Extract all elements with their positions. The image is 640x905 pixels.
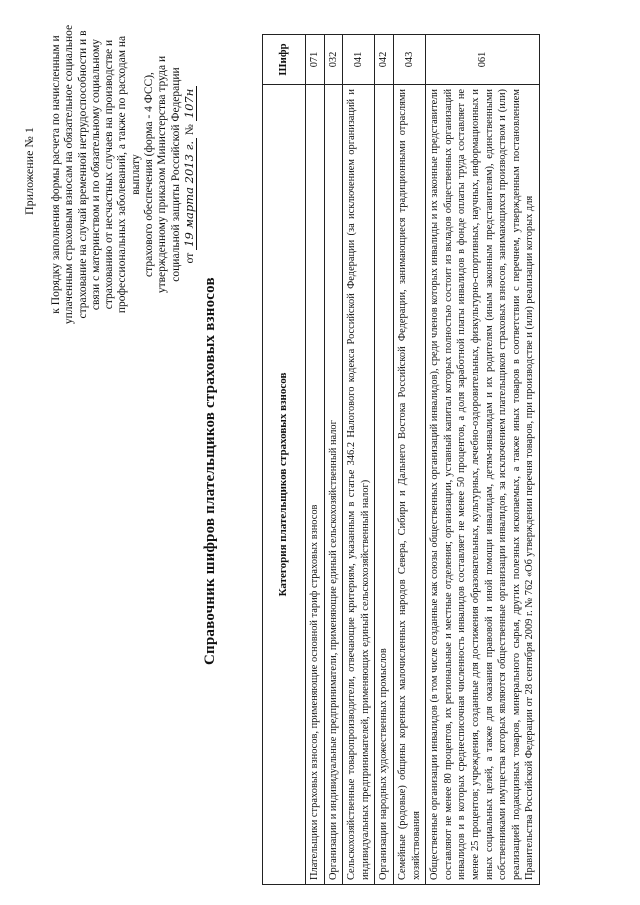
handwritten-date: 19 марта 2013 г.: [183, 138, 197, 250]
code-header: Шифр: [263, 35, 306, 85]
handwritten-number: 107н: [183, 86, 197, 122]
code-cell: 041: [343, 35, 375, 85]
appendix-line: страхового обеспечения (форма - 4 ФСС),: [143, 72, 156, 277]
table-row: [306, 35, 325, 885]
table-row: [324, 35, 343, 885]
appendix-reference: [50, 22, 197, 327]
appendix-line: уплаченным страховым взносам на обязательное социальное: [63, 24, 76, 325]
appendix-title: Приложение № 1: [22, 127, 36, 215]
table-row: [375, 35, 394, 885]
category-header: Категория плательщиков страховых взносов: [263, 85, 306, 885]
appendix-line: страхование на случай временной нетрудоспособности и в: [76, 30, 89, 319]
code-cell: 043: [393, 35, 425, 85]
appendix-line: профессиональных заболеваний, а также по расходам на выплату: [116, 35, 142, 314]
document-title: Справочник шифров плательщиков страховых взносов: [202, 277, 218, 665]
category-cell: Плательщики страховых взносов, применяющие основной тариф страховых взносов: [306, 85, 325, 885]
code-cell: 071: [306, 35, 325, 85]
date-prefix: от: [183, 252, 196, 264]
appendix-line: страхованию от несчастных случаев на производстве и: [103, 39, 116, 310]
category-cell: Организации народных художественных промыслов: [375, 85, 394, 885]
payer-code-table: [262, 34, 540, 885]
appendix-line: социальной защиты Российской Федерации: [169, 67, 182, 282]
code-cell: 042: [375, 35, 394, 85]
category-cell: Организации и индивидуальные предприниматели, применяющие единый сельскохозяйственный налог: [324, 85, 343, 885]
appendix-line: утвержденному приказом Министерства труда и: [156, 55, 169, 294]
category-cell: Общественные организации инвалидов (в том числе созданные как союзы общественных организаций инвалидов), среди членов которых инвалиды и их законные представители составляют не менее 80 процентов, их региональные и местные отделения; организации, уставный капитал которых полностью состоит из вкладов общественных организаций инвалидов и в которых среднесписочная численность инвалидов составляет не менее 50 процентов, а доля заработной платы инвалидов в фонде оплаты труда составляет не менее 25 процентов; учреждения, созданные для достижения образовательных, культурных, лечебно-оздоровительных, физкультурно-спортивных, научных, информационных и иных социальных целей, а также для оказания правовой и иной помощи инвалидам, детям-инвалидам и их родителям (иным законным представителям), единственными собственниками имущества которых являются общественные организации инвалидов, за исключением плательщиков страховых взносов, занимающихся производством и (или) реализацией подакцизных товаров, минерального сырья, других полезных ископаемых, а также иных товаров в соответствии с перечнем, утвержденным постановлением Правительства Российской Федерации от 28 сентября 2009 г. № 762 «Об утверждении перечня товаров, при производстве и (или) реализации которых для: [426, 85, 540, 885]
appendix-line: к Порядку заполнения формы расчета по начисленным и: [50, 35, 62, 314]
category-cell: Семейные (родовые) общины коренных малочисленных народов Севера, Сибири и Дальнего Востока Российской Федерации, занимающиеся традиционными отраслями хозяйствования: [393, 85, 425, 885]
table-row: [426, 35, 540, 885]
table-header-row: [263, 35, 306, 885]
number-prefix: №: [183, 124, 196, 136]
category-cell: Сельскохозяйственные товаропроизводители, отвечающие критериям, указанным в статье 346.2 Налогового кодекса Российской Федерации (за исключением организаций и индивидуальных предпринимателей, применяющих единый сельскохозяйственный налог): [343, 85, 375, 885]
appendix-line: связи с материнством и по обязательному социальному: [89, 38, 102, 311]
table-row: [343, 35, 375, 885]
appendix-date-line: [183, 22, 197, 327]
code-cell: 032: [324, 35, 343, 85]
code-cell: 061: [426, 35, 540, 85]
table-row: [393, 35, 425, 885]
